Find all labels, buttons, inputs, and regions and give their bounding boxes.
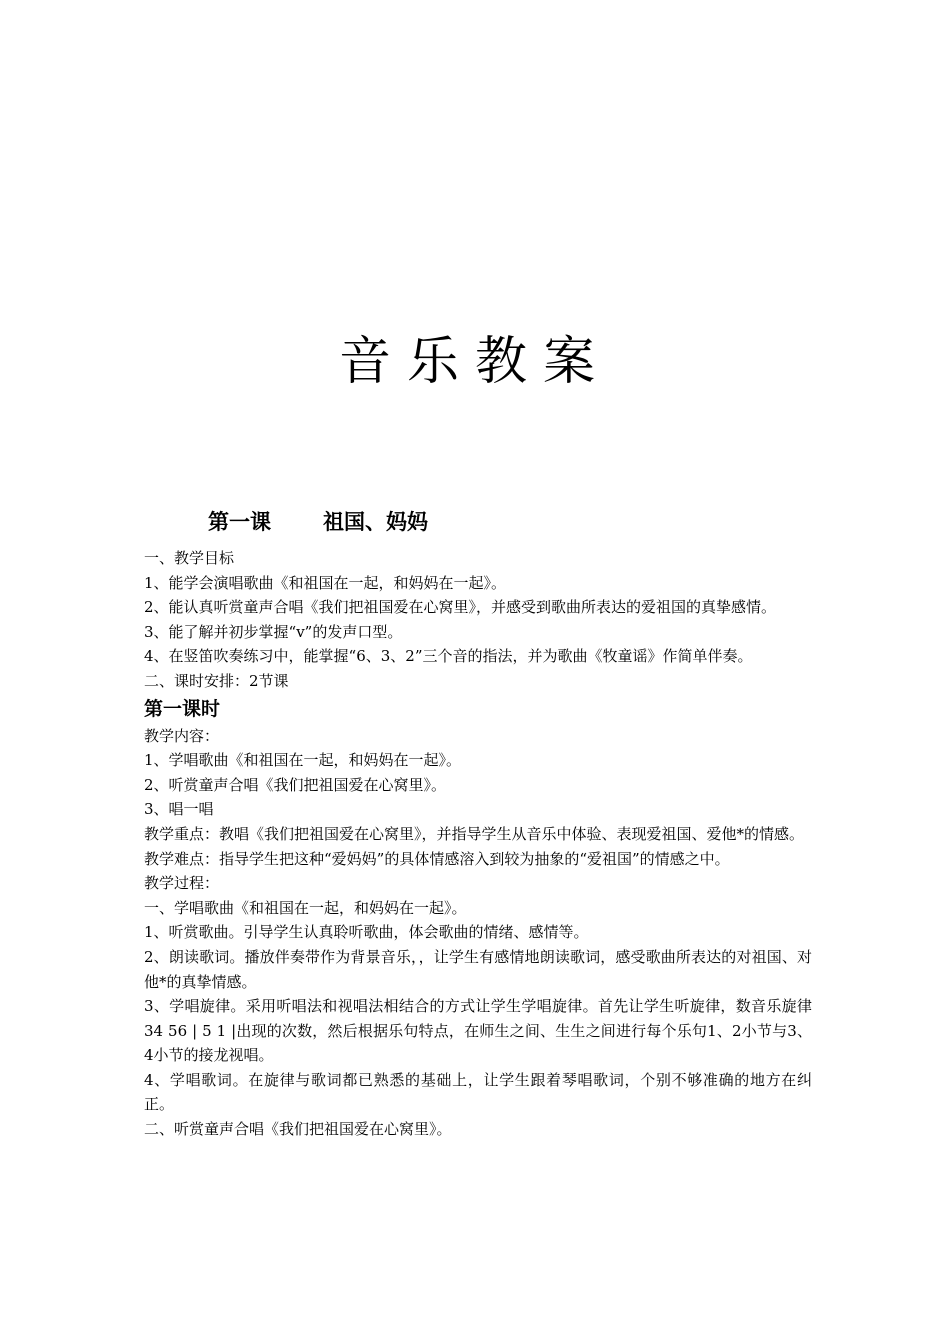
process-step-1: 1、听赏歌曲。引导学生认真聆听歌曲，体会歌曲的情绪、感情等。 [144,923,589,942]
content-item-3: 3、唱一唱 [144,800,214,819]
difficult-point: 教学难点：指导学生把这种“爱妈妈”的具体情感溶入到较为抽象的“爱祖国”的情感之中。 [144,849,730,868]
lesson-heading [208,504,428,540]
goal-item-1: 1、能学会演唱歌曲《和祖国在一起，和妈妈在一起》。 [144,573,507,592]
content-item-2: 2、听赏童声合唱《我们把祖国爱在心窝里》。 [144,775,447,794]
goal-item-4: 4、在竖笛吹奏练习中，能掌握“6、3、2”三个音的指法，并为歌曲《牧童谣》作简单伴奏。 [144,647,753,666]
document-body [144,546,812,1142]
lesson-number: 第一课 [208,510,271,534]
content-label: 教学内容： [144,726,220,745]
section-heading-goals: 一、教学目标 [144,549,235,567]
document-title: 音乐教案 [338,332,611,392]
process-step-4: 4、学唱歌词。在旋律与歌词都已熟悉的基础上，让学生跟着琴唱歌词，个别不够准确的地方在纠正。 [144,1070,812,1114]
key-point: 教学重点：教唱《我们把祖国爱在心窝里》，并指导学生从音乐中体验、表现爱祖国、爱他*的情感。 [144,824,805,843]
process-step-2: 2、朗读歌词。播放伴奏带作为背景音乐，，让学生有感情地朗读歌词，感受歌曲所表达的对祖国、对他*的真挚情感。 [144,947,812,991]
process-section-1: 一、学唱歌曲《和祖国在一起，和妈妈在一起》。 [144,898,467,917]
goal-item-3: 3、能了解并初步掌握“v”的发声口型。 [144,622,403,641]
process-step-3: 3、学唱旋律。采用听唱法和视唱法相结合的方式让学生学唱旋律。首先让学生听旋律，数音乐旋律 34 56 | 5 1 |出现的次数，然后根据乐句特点，在师生之间、生生之间进行每个乐句1、2小节与3、4小节的接龙视唱。 [144,997,812,1065]
process-label: 教学过程： [144,874,220,893]
process-section-2: 二、听赏童声合唱《我们把祖国爱在心窝里》。 [144,1120,452,1139]
section-heading-schedule: 二、课时安排：2节课 [144,671,289,690]
period-heading: 第一课时 [144,697,221,720]
content-item-1: 1、学唱歌曲《和祖国在一起，和妈妈在一起》。 [144,751,462,770]
lesson-name: 祖国、妈妈 [323,510,428,534]
goal-item-2: 2、能认真听赏童声合唱《我们把祖国爱在心窝里》，并感受到歌曲所表达的爱祖国的真挚感情。 [144,598,777,617]
